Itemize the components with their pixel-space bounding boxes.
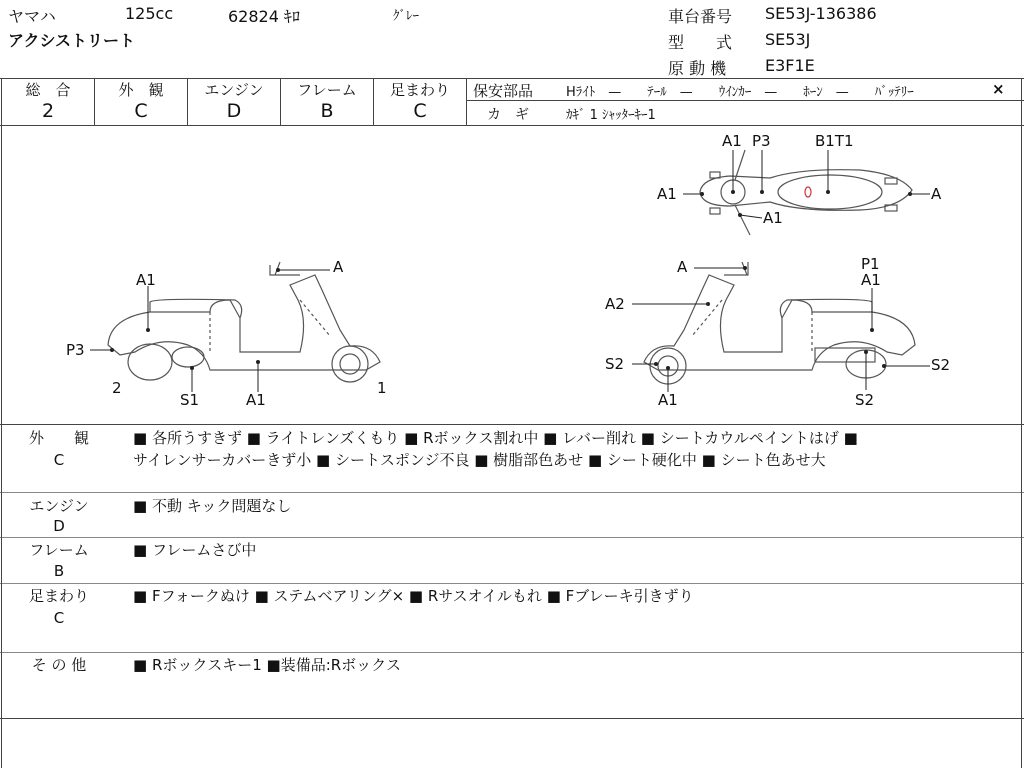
grade-frame: [281, 79, 373, 125]
label-left-p3: P3: [66, 341, 85, 359]
section-line: ■ 各所うすきず ■ ライトレンズくもり ■ Rボックス割れ中 ■ レバー削れ ■ シートカウルペイントはげ ■: [133, 429, 858, 447]
grade-suspension: [374, 79, 466, 125]
displacement: 125cc: [125, 4, 174, 23]
label-top-p3: P3: [752, 132, 771, 150]
scooter-top-view: [700, 150, 912, 235]
section-name: 外 観: [28, 429, 89, 447]
divider: [466, 78, 467, 125]
scooter-left-view: [108, 262, 380, 382]
section-line: ■ Rボックスキー1 ■装備品:Rボックス: [133, 656, 402, 674]
grade-value: B: [320, 100, 334, 122]
model-name: アクシストリート: [8, 31, 136, 50]
section-name: フレーム: [29, 541, 89, 559]
section-line: ■ 不動 キック問題なし: [133, 497, 292, 515]
type-value: SE53J: [765, 30, 811, 49]
label-top-left: A1: [657, 185, 677, 203]
type-label: 型 式: [668, 33, 733, 52]
grade-overall: [2, 79, 94, 125]
grade-value: 2: [41, 100, 55, 122]
key-value: ｶｷﾞ 1 ｼｬｯﾀｰｷｰ1: [566, 108, 656, 123]
label-right-p1: P1: [861, 255, 880, 273]
section-line: ■ フレームさび中: [133, 541, 257, 559]
section-name: エンジン: [29, 497, 89, 515]
divider: [0, 537, 1024, 538]
label-left-1: 1: [377, 379, 387, 397]
label-right-s2b: S2: [931, 356, 951, 374]
label-top-a1: A1: [722, 132, 742, 150]
frame-no: SE53J-136386: [765, 4, 877, 23]
right-view-pointers: [632, 268, 930, 392]
section-grade: C: [53, 451, 65, 469]
label-right-s2c: S2: [855, 391, 875, 409]
engine-value: E3F1E: [765, 56, 815, 75]
label-left-a1b: A1: [246, 391, 266, 409]
battery-cross-icon: ×: [992, 80, 1005, 98]
divider: [0, 492, 1024, 493]
safety-items: Hﾗｲﾄ — ﾃｰﾙ — ｳｲﾝｶｰ — ﾎｰﾝ — ﾊﾞｯﾃﾘｰ: [566, 85, 914, 100]
label-right-a1: A1: [861, 271, 881, 289]
grade-value: D: [226, 100, 242, 122]
label-right-a: A: [677, 258, 688, 276]
section-name: 足まわり: [28, 587, 89, 605]
key-label: カ ギ: [487, 107, 529, 123]
engine-label: 原 動 機: [668, 59, 727, 78]
section-grade: C: [53, 609, 65, 627]
grade-exterior: [95, 79, 187, 125]
scooter-right-view: [644, 262, 915, 384]
label-right-s2a: S2: [605, 355, 625, 373]
divider: [0, 718, 1024, 719]
frame-no-label: 車台番号: [668, 7, 733, 26]
grade-label: フレーム: [297, 81, 357, 99]
grade-value: C: [413, 100, 427, 122]
label-left-a1: A1: [136, 271, 156, 289]
grade-value: C: [134, 100, 148, 122]
divider: [0, 652, 1024, 653]
divider: [0, 424, 1024, 425]
left-view-pointers: [90, 270, 330, 392]
grade-label: 外 観: [118, 81, 164, 99]
grade-label: 総 合: [25, 81, 71, 99]
divider: [0, 583, 1024, 584]
color: ｸﾞﾚｰ: [393, 9, 419, 24]
grade-engine: [188, 79, 280, 125]
section-grade: B: [53, 562, 65, 580]
section-grade: D: [53, 517, 65, 535]
grade-label: エンジン: [204, 81, 264, 99]
mileage: 62824 ｷﾛ: [228, 7, 300, 26]
safety-label: 保安部品: [473, 82, 534, 100]
label-right-a1b: A1: [658, 391, 678, 409]
section-name: そ の 他: [31, 656, 87, 674]
divider: [1021, 78, 1022, 768]
section-line: ■ Fフォークぬけ ■ ステムベアリング× ■ Rサスオイルもれ ■ Fブレーキ引きずり: [133, 587, 694, 605]
divider: [466, 100, 1024, 101]
maker: ヤマハ: [8, 7, 56, 26]
divider: [0, 125, 1024, 126]
top-view-pointers: [683, 150, 930, 218]
grade-label: 足まわり: [389, 81, 450, 99]
label-left-s1: S1: [180, 391, 200, 409]
label-right-a2: A2: [605, 295, 625, 313]
label-left-2: 2: [112, 379, 122, 397]
label-top-bottom: A1: [763, 209, 783, 227]
label-top-b1t1: B1T1: [815, 132, 854, 150]
section-line: サイレンサーカバーきず小 ■ シートスポンジ不良 ■ 樹脂部色あせ ■ シート硬化中 ■ シート色あせ大: [133, 451, 826, 469]
label-top-right: A: [931, 185, 942, 203]
label-left-a: A: [333, 258, 344, 276]
